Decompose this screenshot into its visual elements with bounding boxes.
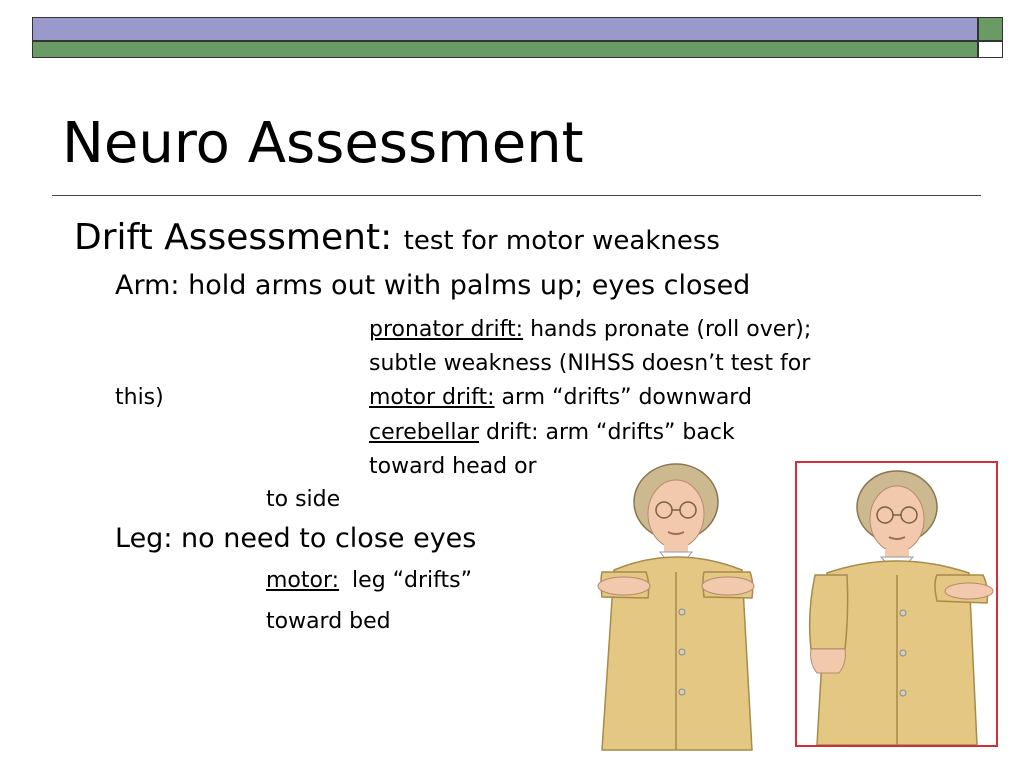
drift-heading-suffix: test for motor weakness [403, 226, 720, 256]
illustration-arm-drift [797, 463, 996, 745]
slide-title: Neuro Assessment [62, 111, 584, 176]
pronator-line [369, 315, 811, 345]
cerebellar-term: cerebellar [369, 420, 479, 445]
header-bar-side-green [978, 17, 1003, 41]
cerebellar-line [369, 418, 735, 448]
header-bar-green [32, 41, 978, 58]
leg-motor-text: leg “drifts” [352, 568, 473, 593]
leg-motor-line [266, 566, 472, 596]
pronator-term: pronator drift: [369, 317, 524, 342]
cerebellar-line-2: toward head or [369, 454, 537, 479]
leg-motor-term: motor: [266, 568, 340, 593]
pronator-text: hands pronate (roll over); [530, 317, 812, 342]
pronator-line-2: subtle weakness (NIHSS doesn’t test for [369, 351, 811, 376]
leg-line: Leg: no need to close eyes [115, 523, 477, 554]
title-divider [52, 195, 981, 196]
leg-motor-line-2: toward bed [266, 609, 391, 634]
motor-drift-line [369, 383, 752, 413]
cerebellar-text: drift: arm “drifts” back [485, 420, 735, 445]
drift-heading [74, 216, 720, 263]
motor-drift-text: arm “drifts” downward [501, 385, 752, 410]
header-bar-side-white [978, 41, 1003, 58]
illustration-arms-level [592, 452, 792, 752]
pronator-tail: this) [115, 385, 164, 410]
header-bar-blue [32, 17, 978, 41]
arm-line: Arm: hold arms out with palms up; eyes closed [115, 270, 751, 301]
drift-heading-label: Drift Assessment: [74, 217, 393, 258]
motor-drift-term: motor drift: [369, 385, 495, 410]
cerebellar-line-3: to side [266, 487, 341, 512]
